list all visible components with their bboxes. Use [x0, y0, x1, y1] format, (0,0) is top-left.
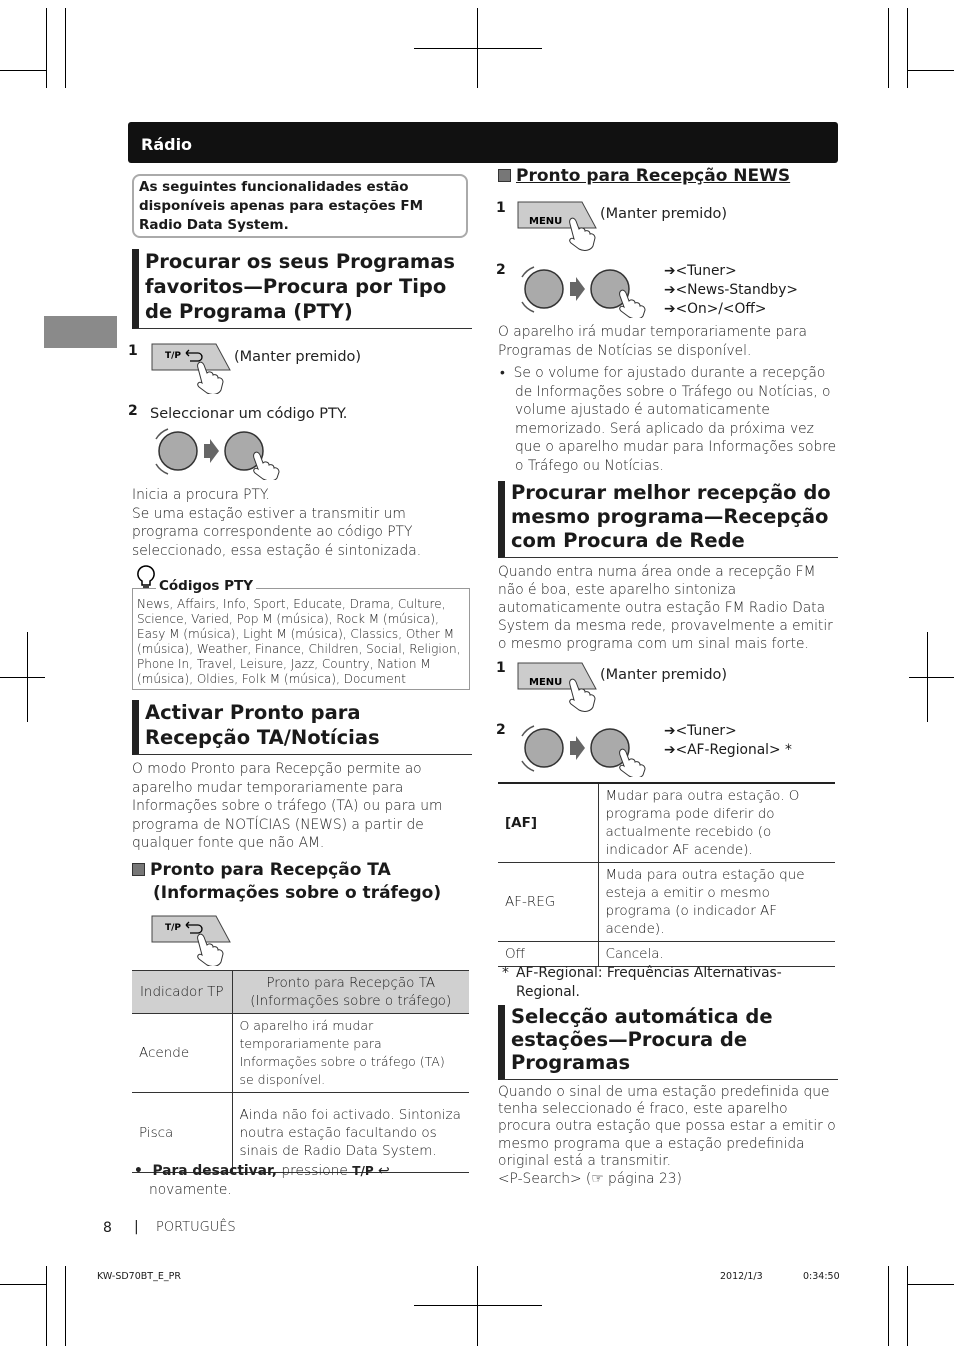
pty-step2-text: Seleccionar um código PTY. — [150, 406, 348, 422]
footer-separator: | — [134, 1219, 139, 1235]
footer-date: 2012/1/3 — [720, 1271, 763, 1282]
news-subtitle — [498, 165, 838, 188]
table-cell: Off — [498, 942, 598, 967]
news-step1-text: (Manter premido) — [600, 206, 728, 222]
news-bullet: • Se o volume for ajustado durante a recepção de Informações sobre o Tráfego ou Notícias, o volume ajustado é automaticamente memorizado. Será aplicado da próxima vez que o aparelho mudar para Informações sobre o Tráfego ou Notícias. — [500, 365, 837, 474]
table-row — [132, 1093, 469, 1173]
table-cell: Cancela. — [598, 942, 835, 967]
menu-path-item: ➔<Tuner> — [664, 723, 737, 739]
pty-step1-number: 1 — [128, 343, 138, 359]
return-icon: ↩ — [378, 1163, 390, 1179]
news-description: O aparelho irá mudar temporariamente para Programas de Notícias se disponível. — [498, 324, 807, 359]
control-dial-icon — [512, 262, 662, 322]
page-number: 8 — [103, 1220, 112, 1236]
tp-inline-label: T/P — [352, 1164, 374, 1178]
ta-indicator-table — [132, 970, 469, 1173]
pty-codes-box — [132, 588, 470, 690]
table-row — [498, 942, 835, 967]
tp-button-icon — [150, 914, 232, 970]
menu-label: MENU — [529, 216, 563, 227]
deactivate-bold: Para desactivar, — [152, 1163, 277, 1179]
network-step1-text: (Manter premido) — [600, 667, 728, 683]
table-header-row — [132, 971, 469, 1014]
deactivate-rest: pressione — [281, 1163, 348, 1179]
table-cell: Pisca — [132, 1093, 232, 1173]
news-menu-path — [664, 262, 798, 319]
pty-title: Procurar os seus Programas favoritos—Procura por Tipo de Programa (PTY) — [132, 249, 472, 329]
table-cell: O aparelho irá mudar temporariamente para Informações sobre o tráfego (TA) se disponível. — [232, 1014, 469, 1093]
auto-title: Selecção automática de estações—Procura de Programas — [498, 1005, 838, 1080]
square-bullet-icon — [498, 169, 511, 182]
deactivate-end: novamente. — [149, 1181, 232, 1198]
table-row — [498, 783, 835, 863]
pty-step1-text: (Manter premido) — [234, 349, 362, 365]
menu-button-icon — [516, 661, 606, 717]
network-step1-number: 1 — [496, 660, 506, 676]
news-step2-number: 2 — [496, 262, 506, 278]
control-dial-icon — [146, 424, 296, 484]
network-intro: Quando entra numa área onde a recepção FM não é boa, este aparelho sintoniza automaticamente outra estação FM Radio Data System da mesma rede, provavelmente a emitir o mesmo programa com um sinal mais forte. — [498, 564, 833, 652]
tp-label: T/P — [165, 351, 182, 361]
menu-path-item: ➔<On>/<Off> — [664, 301, 767, 317]
arrow-right-icon: ➔ — [664, 723, 676, 739]
table-cell: Mudar para outra estação. O programa pode diferir do actualmente recebido (o indicador AF acende). — [598, 783, 835, 863]
deactivate-note: • Para desactivar, pressione T/P ↩ novamente. — [134, 1163, 390, 1198]
control-dial-icon — [512, 721, 662, 781]
pty-result-text: Inicia a procura PTY. Se uma estação estiver a transmitir um programa correspondente ao código PTY seleccionado, essa estação é sintonizada. — [132, 487, 422, 559]
network-title: Procurar melhor recepção do mesmo programa—Recepção com Procura de Rede — [498, 481, 838, 558]
pty-codes-list: News, Affairs, Info, Sport, Educate, Drama, Culture, Science, Varied, Pop M (música), Rock M (música), Easy M (música), Light M (música), Classics, Other M (música), Weather, Finance, Children, Social, Religion, Phone In, Travel, Leisure, Jazz, Country, Nation M (música), Oldies, Folk M (música), Document — [137, 597, 461, 686]
network-step2-number: 2 — [496, 722, 506, 738]
pty-step2-number: 2 — [128, 403, 138, 419]
availability-notice: As seguintes funcionalidades estão disponíveis apenas para estações FM Radio Data System. — [132, 174, 468, 238]
tp-button-icon — [150, 342, 232, 398]
section-title: Rádio — [141, 135, 193, 154]
arrow-right-icon: ➔ — [664, 282, 676, 298]
ta-subtitle-text: Pronto para Recepção TA (Informações sobre o tráfego) — [150, 860, 442, 903]
square-bullet-icon — [132, 863, 145, 876]
arrow-right-icon: ➔ — [664, 742, 676, 758]
table-cell: [AF] — [498, 783, 598, 863]
news-step1-number: 1 — [496, 200, 506, 216]
arrow-right-icon: ➔ — [664, 263, 676, 279]
news-subtitle-text: Pronto para Recepção NEWS — [516, 166, 791, 186]
auto-ref: <P-Search> (☞ página 23) — [498, 1171, 682, 1187]
af-footnote: * AF-Regional: Frequências Alternativas-Regional. — [502, 965, 782, 1000]
table-row — [132, 1014, 469, 1093]
standby-title: Activar Pronto para Recepção TA/Notícias — [132, 700, 472, 755]
af-table — [498, 782, 835, 967]
menu-path-item: ➔<News-Standby> — [664, 282, 798, 298]
footer-model: KW-SD70BT_E_PR — [97, 1271, 181, 1282]
menu-label: MENU — [529, 677, 563, 688]
tp-label: T/P — [165, 923, 182, 933]
table-header-cell: Pronto para Recepção TA (Informações sobre o tráfego) — [232, 971, 469, 1014]
table-cell: Muda para outra estação que esteja a emitir o mesmo programa (o indicador AF acende). — [598, 863, 835, 942]
table-cell: Acende — [132, 1014, 232, 1093]
table-cell: AF-REG — [498, 863, 598, 942]
standby-intro: O modo Pronto para Recepção permite ao aparelho mudar temporariamente para Informações sobre o tráfego (TA) ou para um programa de NOTÍCIAS (NEWS) a partir de qualquer fonte que não AM. — [132, 761, 443, 852]
menu-button-icon — [516, 200, 606, 256]
auto-body: Quando o sinal de uma estação predefinida que tenha seleccionado é fraco, este aparelho procura outra estação que possa estar a emitir o mesmo programa que a estação predefinida original está a transmitir. — [498, 1084, 836, 1169]
ta-subtitle — [132, 859, 472, 905]
language-tab-marker — [44, 316, 117, 348]
pty-codes-title: Códigos PTY — [156, 578, 256, 594]
network-menu-path — [664, 722, 792, 760]
arrow-right-icon: ➔ — [664, 301, 676, 317]
section-header — [128, 122, 838, 163]
table-cell: Ainda não foi activado. Sintoniza noutra estação facultando os sinais de Radio Data System. — [232, 1093, 469, 1173]
menu-path-item: ➔<Tuner> — [664, 263, 737, 279]
menu-path-item: ➔<AF-Regional> * — [664, 742, 792, 758]
table-header-cell: Indicador TP — [132, 971, 232, 1014]
footer-language: PORTUGUÊS — [156, 1220, 236, 1235]
footer-time: 0:34:50 — [803, 1271, 840, 1282]
table-row — [498, 863, 835, 942]
